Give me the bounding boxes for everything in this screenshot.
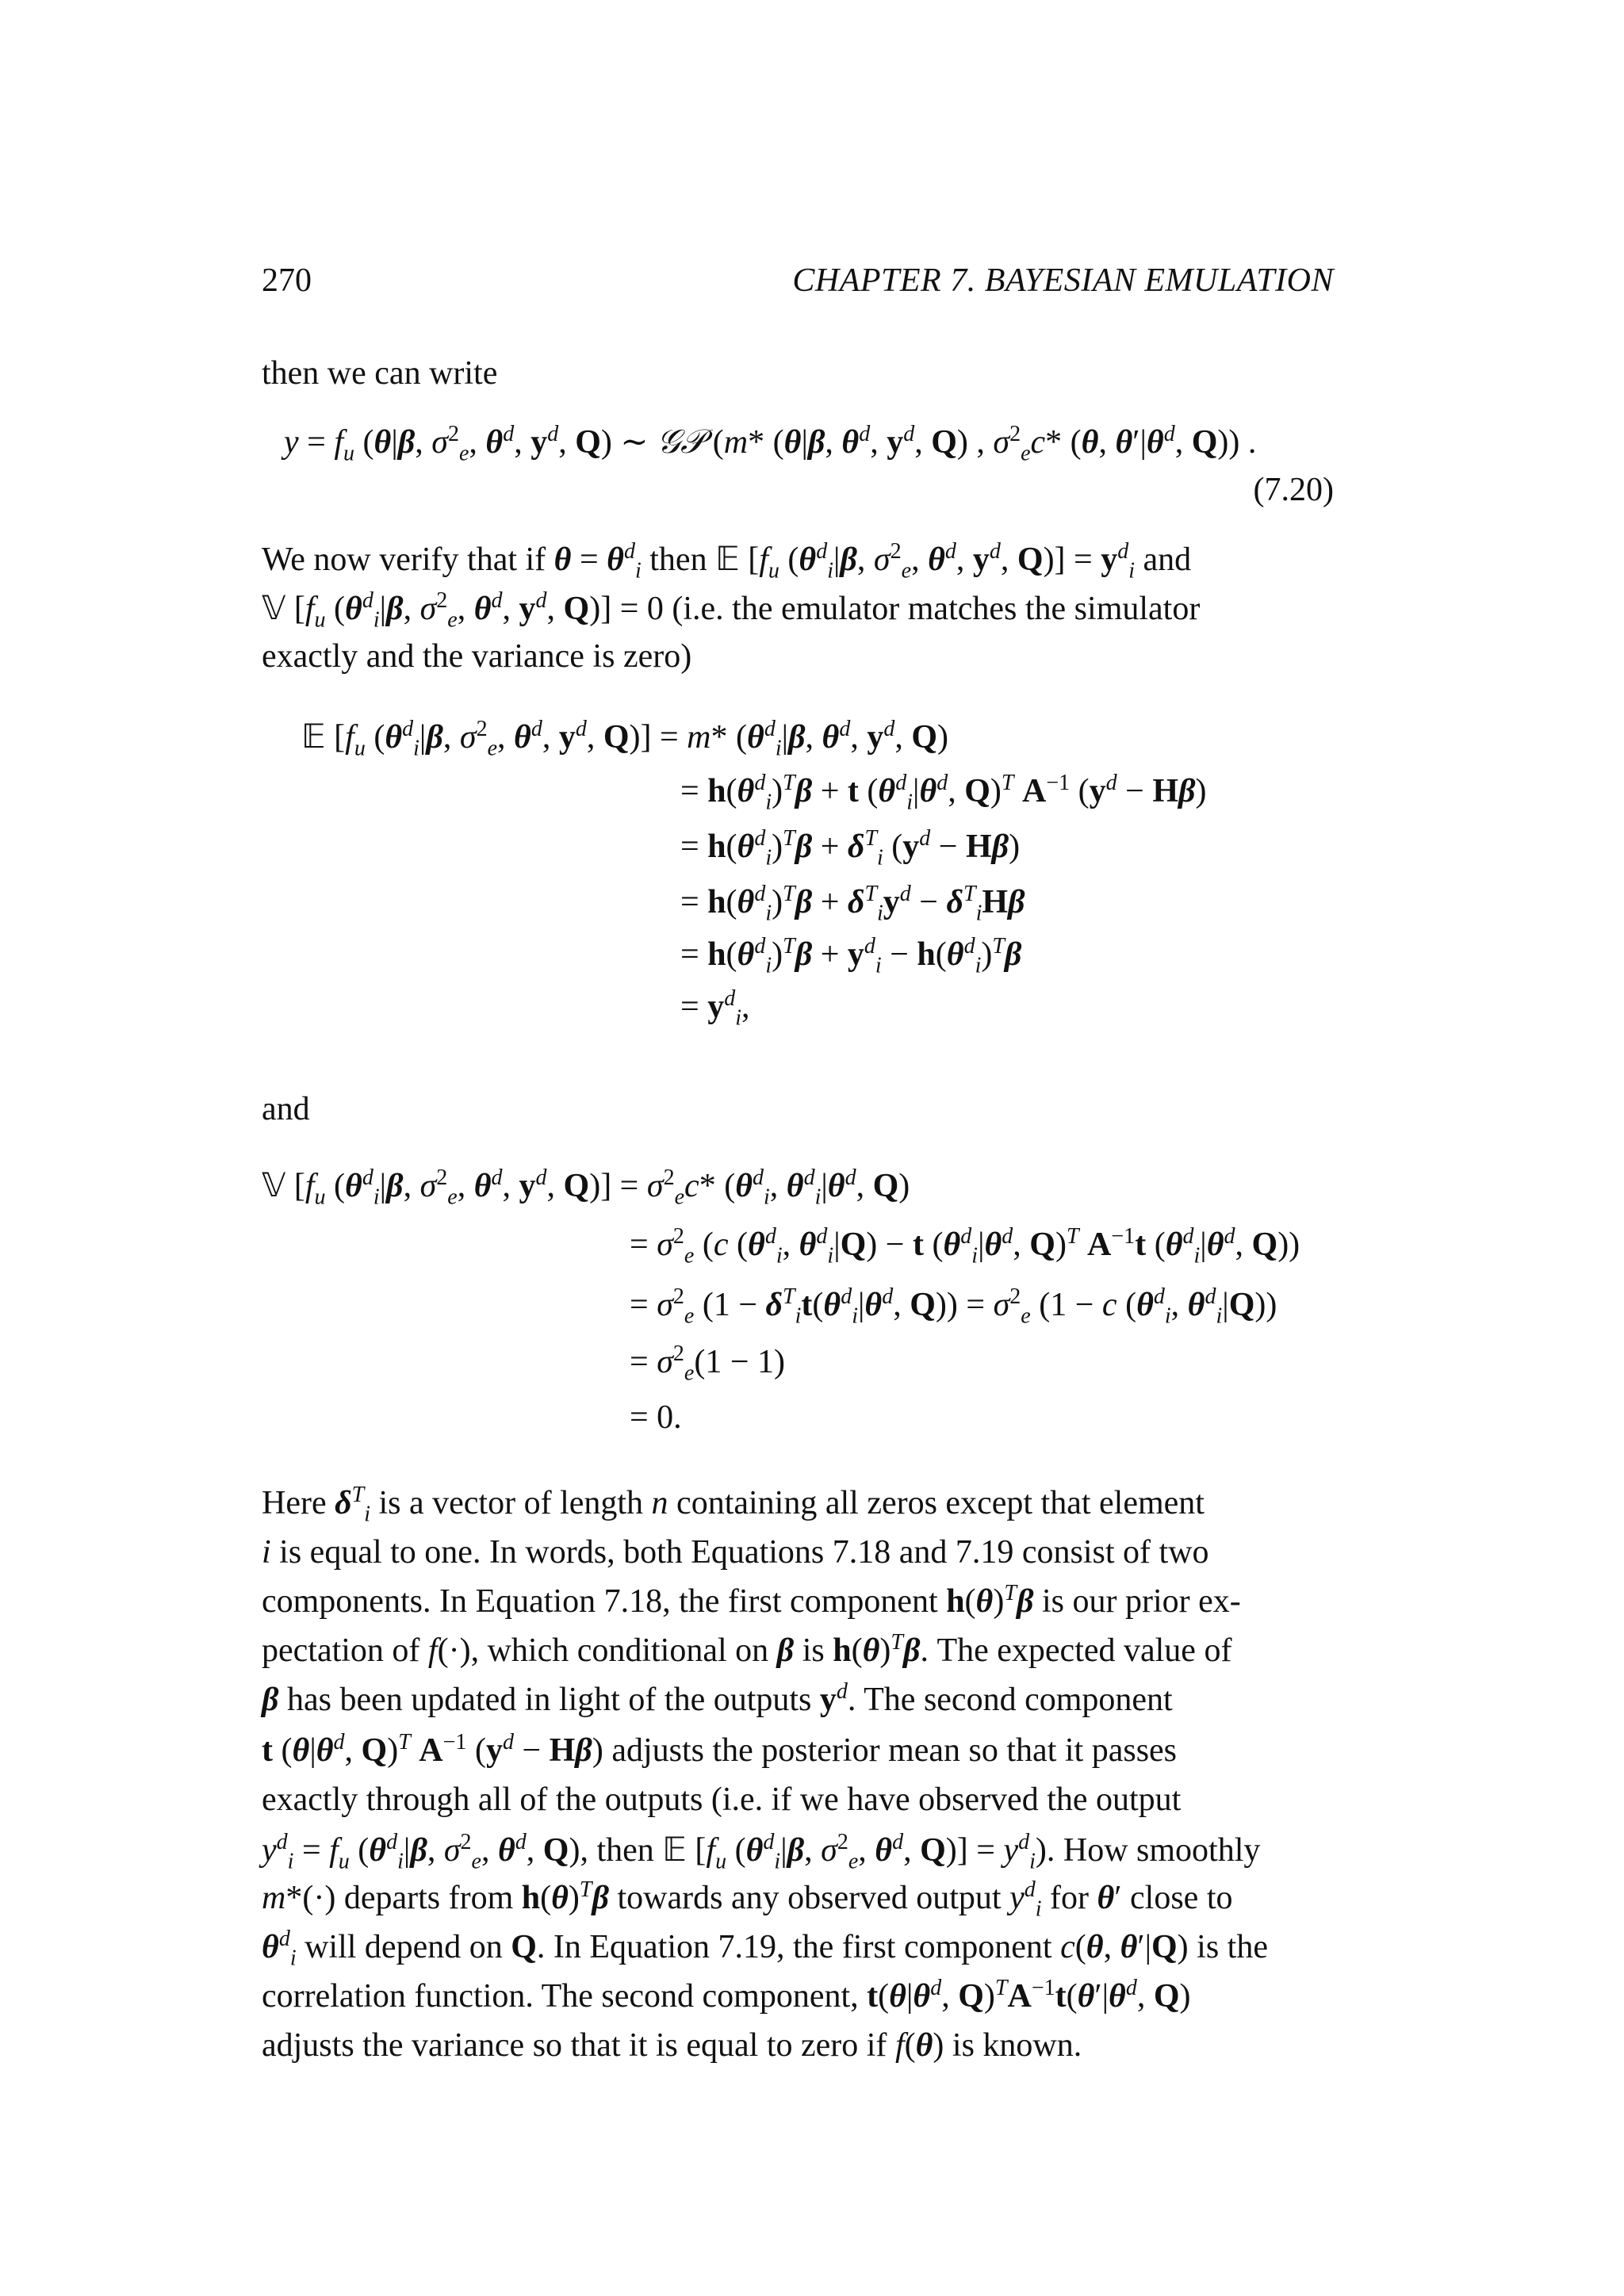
explanation-line-4: pectation of f(·), which conditional on β is $h(\theta)^T\beta$. The expected value of: [262, 1630, 1232, 1669]
variance-step-2: = $\sigma^2_e$ (c ($\theta^d_i$, $\theta^d_i|Q) - t$ ($\theta^d_i|\theta^d$, Q)$^T$ $A^{-1}t$ ($\theta^d_i|\theta^d$, Q)): [630, 1224, 1300, 1269]
expectation-step-1: 𝔼 [$f_u$ ($\theta^d_i|\beta$, $\sigma^2_e$, $\theta^d$, $y^d$, Q)] = m* ($\theta^d_i|\beta$, $\theta^d$, $y^d$, Q): [301, 717, 949, 761]
explanation-line-10: $\theta^d_i$ will depend on Q. In Equation 7.19, the first component c(θ, θ′|Q) is the: [262, 1927, 1268, 1971]
explanation-line-5: β has been updated in light of the outputs $y^d$. The second component: [262, 1679, 1173, 1718]
explanation-line-3: components. In Equation 7.18, the first component $h(\theta)^T\beta$ is our prior ex-: [262, 1581, 1241, 1620]
variance-step-3: = $\sigma^2_e$ ($1 - \delta^T_it(\theta^d_i|\theta^d$, $Q)) = \sigma^2_e$ (1 − c ($\theta^d_i$, $\theta^d_i|Q$)): [630, 1284, 1277, 1329]
intro-text: then we can write: [262, 355, 498, 392]
variance-step-5: = 0.: [630, 1399, 682, 1436]
explanation-line-1: Here $\delta^T_i$ is a vector of length n containing all zeros except that element: [262, 1483, 1205, 1527]
page-number: 270: [262, 262, 312, 299]
expectation-step-5: = $h(\theta^d_i)^T\beta + y^d_i - h(\theta^d_i)^T\beta$: [680, 934, 1022, 978]
equation-7-20: $y = f_u$ (θ|β, $\sigma^2_e$, $\theta^d$, $y^d$, Q) ∼ 𝒢𝒫 (m* (θ|β, $\theta^d$, $y^d$, Q) , $\sigma^2_ec*$ (θ, $\theta'|\theta^d$, Q)) .: [284, 422, 1257, 466]
explanation-line-8: $y^d_i = f_u$ ($\theta^d_i|\beta$, $\sigma^2_e$, $\theta^d$, Q), then 𝔼 [$f_u$ ($\theta^d_i|\beta$, $\sigma^2_e$, $\theta^d$, $Q)] = y^d_i$). How smoothly: [262, 1830, 1261, 1874]
explanation-line-12: adjusts the variance so that it is equal to zero if f(θ) is known.: [262, 2027, 1082, 2064]
verify-line-1: We now verify that if $\theta = \theta^d_i$ then 𝔼 [$f_u$ ($\theta^d_i|\beta$, $\sigma^2_e$, $\theta^d$, $y^d$, $Q)] = y^d_i$ and: [262, 539, 1192, 584]
expectation-step-6: = $y^d_i$,: [680, 986, 750, 1031]
expectation-step-4: = $h(\theta^d_i)^T\beta + \delta^T_iy^d - \delta^T_iH\beta$: [680, 882, 1025, 926]
variance-step-1: 𝕍 [$f_u$ ($\theta^d_i|\beta$, $\sigma^2_e$, $\theta^d$, $y^d$, $Q)] = \sigma^2_ec*$ ($\theta^d_i$, $\theta^d_i|\theta^d$, Q): [262, 1165, 910, 1210]
explanation-line-9: m*(·) departs from $h(\theta)^T\beta$ towards any observed output $y^d_i$ for θ′ close to: [262, 1877, 1233, 1922]
and-text: and: [262, 1091, 310, 1127]
expectation-step-2: = $h(\theta^d_i)^T\beta + t$ ($\theta^d_i|\theta^d$, Q)$^T$ $A^{-1}$ $(y^d - H\beta)$: [680, 771, 1207, 815]
verify-line-3: exactly and the variance is zero): [262, 638, 692, 675]
verify-line-2: 𝕍 [$f_u$ ($\theta^d_i|\beta$, $\sigma^2_e$, $\theta^d$, $y^d$, Q)] = 0 (i.e. the emulator matches the simulator: [262, 588, 1201, 633]
explanation-line-6: t ($\theta|\theta^d$, Q)$^T$ $A^{-1}$ $(y^d - H\beta)$ adjusts the posterior mean so that it passes: [262, 1730, 1178, 1769]
explanation-line-7: exactly through all of the outputs (i.e. if we have observed the output: [262, 1781, 1182, 1818]
variance-step-4: = $\sigma^2_e(1 - 1)$: [630, 1341, 786, 1386]
expectation-step-3: = $h(\theta^d_i)^T\beta + \delta^T_i$ $(y^d - H\beta)$: [680, 826, 1021, 871]
running-header: CHAPTER 7. BAYESIAN EMULATION: [792, 262, 1334, 299]
explanation-line-2: i is equal to one. In words, both Equations 7.18 and 7.19 consist of two: [262, 1534, 1209, 1571]
explanation-line-11: correlation function. The second component, $t(\theta|\theta^d$, $Q)^TA^{-1}t(\theta'|\theta^d$, Q): [262, 1976, 1191, 2015]
equation-number-7-20: (7.20): [1253, 472, 1334, 508]
